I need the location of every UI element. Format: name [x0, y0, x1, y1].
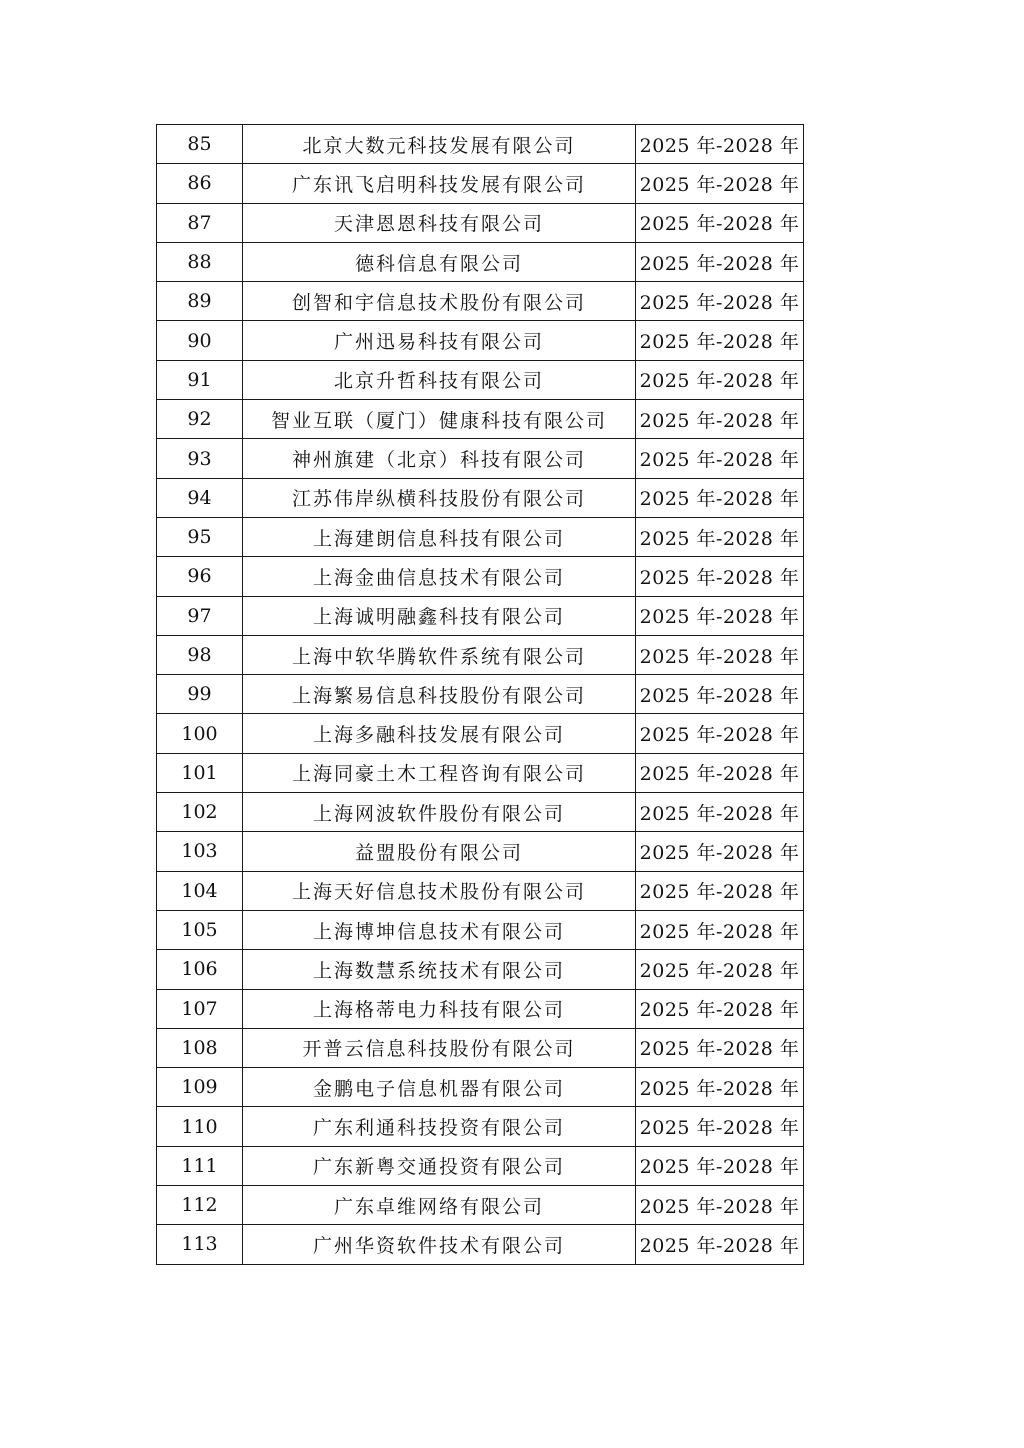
row-number-cell: 106 — [157, 950, 243, 989]
table-row — [157, 517, 804, 556]
company-name-cell: 上海同豪土木工程咨询有限公司 — [243, 753, 636, 792]
company-name-cell: 广东卓维网络有限公司 — [243, 1186, 636, 1225]
row-number-cell: 102 — [157, 793, 243, 832]
table-row — [157, 1225, 804, 1264]
term-cell: 2025 年-2028 年 — [636, 793, 804, 832]
table-row — [157, 596, 804, 635]
table-row — [157, 793, 804, 832]
table-row — [157, 557, 804, 596]
company-name-cell: 上海数慧系统技术有限公司 — [243, 950, 636, 989]
table-row — [157, 1028, 804, 1067]
term-cell: 2025 年-2028 年 — [636, 635, 804, 674]
table-row — [157, 635, 804, 674]
company-name-cell: 开普云信息科技股份有限公司 — [243, 1028, 636, 1067]
table-row — [157, 125, 804, 164]
row-number-cell: 94 — [157, 478, 243, 517]
row-number-cell: 95 — [157, 517, 243, 556]
term-cell: 2025 年-2028 年 — [636, 557, 804, 596]
row-number-cell: 91 — [157, 360, 243, 399]
table-row — [157, 321, 804, 360]
company-name-cell: 广东讯飞启明科技发展有限公司 — [243, 164, 636, 203]
term-cell: 2025 年-2028 年 — [636, 360, 804, 399]
row-number-cell: 105 — [157, 910, 243, 949]
company-name-cell: 上海多融科技发展有限公司 — [243, 714, 636, 753]
term-cell: 2025 年-2028 年 — [636, 989, 804, 1028]
term-cell: 2025 年-2028 年 — [636, 1107, 804, 1146]
term-cell: 2025 年-2028 年 — [636, 203, 804, 242]
row-number-cell: 108 — [157, 1028, 243, 1067]
table-row — [157, 1068, 804, 1107]
row-number-cell: 87 — [157, 203, 243, 242]
term-cell: 2025 年-2028 年 — [636, 439, 804, 478]
term-cell: 2025 年-2028 年 — [636, 478, 804, 517]
table-row — [157, 910, 804, 949]
term-cell: 2025 年-2028 年 — [636, 321, 804, 360]
company-name-cell: 北京大数元科技发展有限公司 — [243, 125, 636, 164]
table-row — [157, 400, 804, 439]
term-cell: 2025 年-2028 年 — [636, 517, 804, 556]
table-row — [157, 360, 804, 399]
company-name-cell: 智业互联（厦门）健康科技有限公司 — [243, 400, 636, 439]
table-row — [157, 439, 804, 478]
company-name-cell: 德科信息有限公司 — [243, 242, 636, 281]
table-row — [157, 1186, 804, 1225]
row-number-cell: 112 — [157, 1186, 243, 1225]
company-name-cell: 北京升哲科技有限公司 — [243, 360, 636, 399]
term-cell: 2025 年-2028 年 — [636, 1146, 804, 1185]
company-name-cell: 上海中软华腾软件系统有限公司 — [243, 635, 636, 674]
company-list-table — [156, 124, 804, 1265]
row-number-cell: 88 — [157, 242, 243, 281]
table-row — [157, 1146, 804, 1185]
company-name-cell: 创智和宇信息技术股份有限公司 — [243, 282, 636, 321]
company-name-cell: 天津恩恩科技有限公司 — [243, 203, 636, 242]
company-name-cell: 上海博坤信息技术有限公司 — [243, 910, 636, 949]
company-name-cell: 金鹏电子信息机器有限公司 — [243, 1068, 636, 1107]
term-cell: 2025 年-2028 年 — [636, 125, 804, 164]
term-cell: 2025 年-2028 年 — [636, 282, 804, 321]
term-cell: 2025 年-2028 年 — [636, 242, 804, 281]
term-cell: 2025 年-2028 年 — [636, 1068, 804, 1107]
term-cell: 2025 年-2028 年 — [636, 950, 804, 989]
term-cell: 2025 年-2028 年 — [636, 1028, 804, 1067]
row-number-cell: 109 — [157, 1068, 243, 1107]
company-name-cell: 广州华资软件技术有限公司 — [243, 1225, 636, 1264]
table-row — [157, 203, 804, 242]
row-number-cell: 85 — [157, 125, 243, 164]
company-name-cell: 广东利通科技投资有限公司 — [243, 1107, 636, 1146]
company-name-cell: 上海建朗信息科技有限公司 — [243, 517, 636, 556]
table-row — [157, 832, 804, 871]
table-row — [157, 282, 804, 321]
term-cell: 2025 年-2028 年 — [636, 714, 804, 753]
row-number-cell: 93 — [157, 439, 243, 478]
company-name-cell: 益盟股份有限公司 — [243, 832, 636, 871]
row-number-cell: 96 — [157, 557, 243, 596]
company-name-cell: 上海格蒂电力科技有限公司 — [243, 989, 636, 1028]
table-row — [157, 950, 804, 989]
company-name-cell: 广东新粤交通投资有限公司 — [243, 1146, 636, 1185]
term-cell: 2025 年-2028 年 — [636, 164, 804, 203]
company-name-cell: 上海诚明融鑫科技有限公司 — [243, 596, 636, 635]
row-number-cell: 113 — [157, 1225, 243, 1264]
company-name-cell: 上海天好信息技术股份有限公司 — [243, 871, 636, 910]
table-body — [157, 125, 804, 1265]
row-number-cell: 97 — [157, 596, 243, 635]
row-number-cell: 107 — [157, 989, 243, 1028]
term-cell: 2025 年-2028 年 — [636, 675, 804, 714]
term-cell: 2025 年-2028 年 — [636, 832, 804, 871]
table-row — [157, 753, 804, 792]
term-cell: 2025 年-2028 年 — [636, 1186, 804, 1225]
term-cell: 2025 年-2028 年 — [636, 910, 804, 949]
term-cell: 2025 年-2028 年 — [636, 871, 804, 910]
row-number-cell: 100 — [157, 714, 243, 753]
company-name-cell: 上海金曲信息技术有限公司 — [243, 557, 636, 596]
company-name-cell: 上海繁易信息科技股份有限公司 — [243, 675, 636, 714]
row-number-cell: 98 — [157, 635, 243, 674]
table-row — [157, 989, 804, 1028]
table-row — [157, 164, 804, 203]
row-number-cell: 92 — [157, 400, 243, 439]
row-number-cell: 86 — [157, 164, 243, 203]
company-name-cell: 江苏伟岸纵横科技股份有限公司 — [243, 478, 636, 517]
row-number-cell: 104 — [157, 871, 243, 910]
row-number-cell: 110 — [157, 1107, 243, 1146]
term-cell: 2025 年-2028 年 — [636, 753, 804, 792]
table-row — [157, 1107, 804, 1146]
table-row — [157, 871, 804, 910]
table-row — [157, 714, 804, 753]
company-name-cell: 广州迅易科技有限公司 — [243, 321, 636, 360]
row-number-cell: 103 — [157, 832, 243, 871]
row-number-cell: 89 — [157, 282, 243, 321]
table-row — [157, 242, 804, 281]
row-number-cell: 101 — [157, 753, 243, 792]
row-number-cell: 99 — [157, 675, 243, 714]
term-cell: 2025 年-2028 年 — [636, 1225, 804, 1264]
row-number-cell: 90 — [157, 321, 243, 360]
company-name-cell: 神州旗建（北京）科技有限公司 — [243, 439, 636, 478]
table-row — [157, 478, 804, 517]
row-number-cell: 111 — [157, 1146, 243, 1185]
company-name-cell: 上海网波软件股份有限公司 — [243, 793, 636, 832]
term-cell: 2025 年-2028 年 — [636, 400, 804, 439]
table-row — [157, 675, 804, 714]
term-cell: 2025 年-2028 年 — [636, 596, 804, 635]
